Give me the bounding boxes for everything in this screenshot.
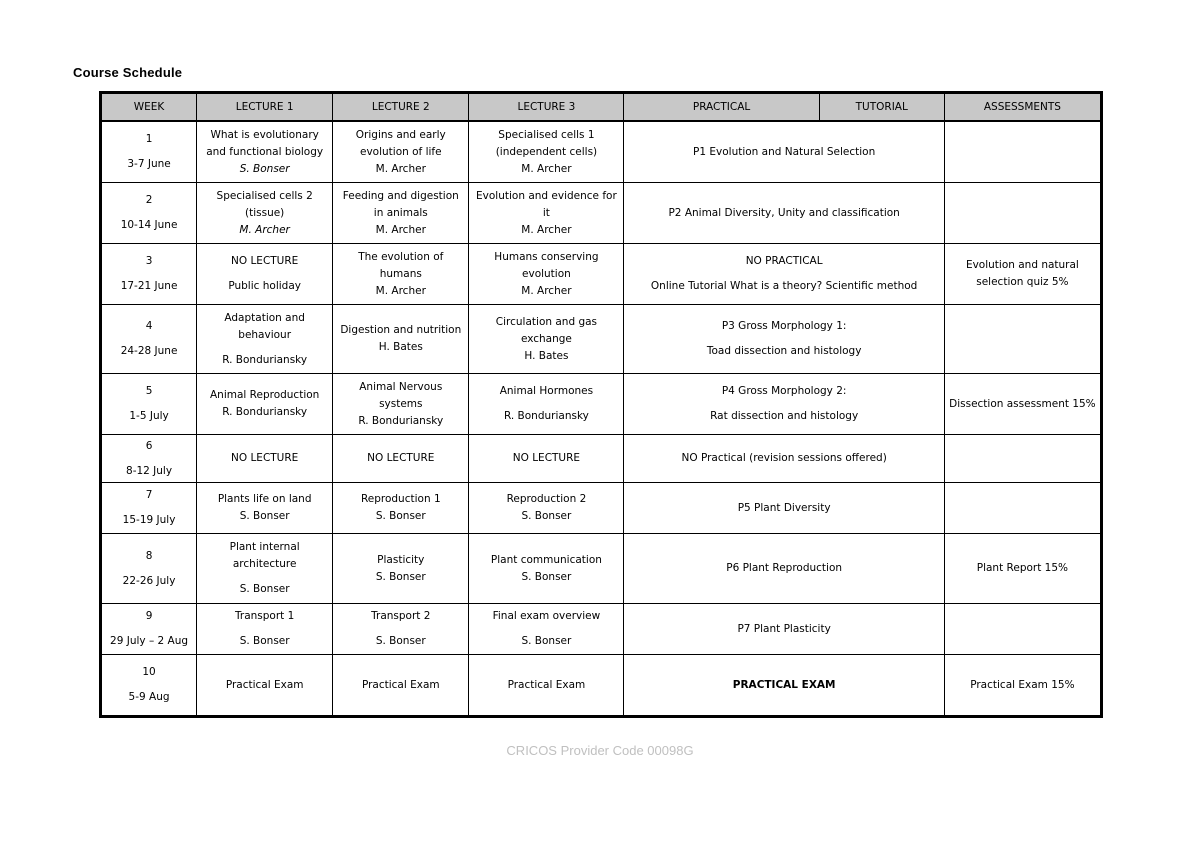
practical-title: PRACTICAL EXAM	[732, 678, 836, 691]
lecture-title: exchange	[520, 332, 572, 345]
week-dates: 5-9 Aug	[128, 691, 170, 703]
practical-cell	[624, 121, 944, 183]
week-number: 6	[145, 439, 153, 452]
lecture-1-cell	[197, 534, 333, 604]
lecture-title: evolution	[522, 267, 571, 280]
lecture-title: Plant communication	[490, 553, 602, 566]
practical-title: P4 Gross Morphology 2:	[721, 385, 847, 397]
week-dates: 15-19 July	[122, 514, 176, 526]
header-lecture-1: LECTURE 1	[197, 93, 333, 122]
lecture-title: (independent cells)	[495, 145, 598, 158]
lecture-title: Animal Hormones	[499, 385, 594, 397]
week-cell	[101, 244, 197, 305]
lecture-2-cell	[333, 534, 469, 604]
lecture-title: Animal Nervous	[359, 380, 443, 393]
practical-title: P5 Plant Diversity	[737, 501, 831, 514]
lecture-2-cell	[333, 305, 469, 374]
practical-cell	[624, 244, 944, 305]
practical-title: P7 Plant Plasticity	[737, 622, 831, 635]
week-dates: 24-28 June	[120, 345, 178, 357]
lecture-1-cell	[197, 435, 333, 483]
lecture-3-cell	[469, 604, 624, 655]
header-week: WEEK	[101, 93, 197, 122]
practical-cell	[624, 435, 944, 483]
lecturer-name: M. Archer	[239, 223, 290, 236]
table-row	[101, 183, 1102, 244]
lecture-title: NO LECTURE	[231, 255, 299, 267]
lecture-3-cell	[469, 374, 624, 435]
week-dates: 22-26 July	[122, 574, 176, 587]
lecturer-name: R. Bonduriansky	[358, 414, 444, 427]
assessment-cell: Evolution and natural selection quiz 5%	[944, 244, 1101, 305]
lecturer-name: S. Bonser	[239, 162, 290, 175]
lecturer-name: R. Bonduriansky	[222, 353, 308, 366]
week-dates: 8-12 July	[126, 464, 173, 477]
lecture-title: Specialised cells 1	[498, 128, 595, 141]
lecturer-name: H. Bates	[378, 341, 423, 353]
lecturer-name: S. Bonser	[375, 635, 426, 647]
week-dates: 29 July – 2 Aug	[110, 635, 189, 647]
assessment-cell	[944, 183, 1101, 244]
lecture-2-cell	[333, 655, 469, 717]
lecture-title: The evolution of	[358, 250, 444, 263]
lecture-title: Humans conserving	[494, 250, 599, 263]
week-dates: 1-5 July	[129, 410, 169, 422]
lecture-2-cell	[333, 121, 469, 183]
table-row	[101, 604, 1102, 655]
lecture-title: Digestion and nutrition	[340, 324, 462, 336]
lecture-title: Practical Exam	[225, 678, 304, 691]
lecture-title: (tissue)	[245, 206, 285, 219]
lecturer-name: S. Bonser	[521, 635, 572, 647]
lecture-title: Transport 2	[371, 610, 431, 622]
practical-note: Online Tutorial What is a theory? Scientific method	[650, 280, 918, 292]
practical-title: NO PRACTICAL	[745, 255, 823, 267]
lecture-1-cell	[197, 483, 333, 534]
week-number: 8	[145, 549, 153, 562]
header-lecture-2: LECTURE 2	[333, 93, 469, 122]
lecture-3-cell	[469, 483, 624, 534]
lecturer-name: M. Archer	[521, 223, 572, 236]
assessment-cell	[944, 121, 1101, 183]
lecture-title: behaviour	[238, 328, 292, 341]
lecture-2-cell	[333, 604, 469, 655]
week-cell	[101, 183, 197, 244]
lecture-title: Adaptation and	[224, 311, 305, 324]
lecture-1-cell	[197, 183, 333, 244]
table-row	[101, 374, 1102, 435]
lecture-title: evolution of life	[359, 145, 442, 158]
lecture-title: Practical Exam	[361, 678, 440, 691]
lecture-title: humans	[379, 267, 422, 280]
lecture-title: Reproduction 2	[506, 493, 587, 505]
lecture-2-cell	[333, 183, 469, 244]
lecture-2-cell	[333, 374, 469, 435]
lecture-3-cell	[469, 305, 624, 374]
lecture-2-cell	[333, 483, 469, 534]
practical-cell	[624, 483, 944, 534]
lecture-title: architecture	[232, 558, 297, 570]
assessment-cell	[944, 604, 1101, 655]
week-dates: 17-21 June	[120, 280, 178, 292]
practical-cell	[624, 183, 944, 244]
practical-cell	[624, 374, 944, 435]
week-number: 4	[145, 320, 153, 332]
assessment-cell	[944, 435, 1101, 483]
table-row	[101, 655, 1102, 717]
lecture-1-cell	[197, 305, 333, 374]
practical-note: Toad dissection and histology	[706, 345, 862, 357]
lecture-3-cell	[469, 121, 624, 183]
lecture-title: systems	[379, 397, 423, 410]
header-lecture-3: LECTURE 3	[469, 93, 624, 122]
table-row	[101, 483, 1102, 534]
lecture-3-cell	[469, 244, 624, 305]
week-number: 7	[145, 489, 153, 501]
lecture-title: and functional biology	[206, 145, 324, 158]
lecture-title: Specialised cells 2	[216, 189, 313, 202]
lecturer-name: S. Bonser	[239, 635, 290, 647]
week-cell	[101, 604, 197, 655]
lecture-title: Plant internal	[229, 541, 300, 553]
lecture-title: NO LECTURE	[512, 452, 581, 464]
lecture-title: Plasticity	[377, 553, 425, 566]
lecture-title: Circulation and gas	[495, 315, 598, 328]
lecture-1-cell	[197, 655, 333, 717]
header-practical: PRACTICAL	[624, 93, 819, 122]
practical-title: P3 Gross Morphology 1:	[721, 320, 847, 332]
table-row	[101, 121, 1102, 183]
lecture-title: NO LECTURE	[231, 452, 299, 464]
lecture-title: Evolution and evidence for	[476, 189, 617, 202]
week-number: 2	[145, 194, 153, 206]
lecture-3-cell	[469, 655, 624, 717]
lecturer-name: H. Bates	[524, 349, 569, 362]
lecturer-name: M. Archer	[521, 162, 572, 175]
lecturer-name: S. Bonser	[375, 510, 426, 522]
provider-code-footer: CRICOS Provider Code 00098G	[506, 743, 694, 758]
lecture-title: NO LECTURE	[367, 452, 435, 464]
page-title: Course Schedule	[73, 65, 183, 80]
header-tutorial: TUTORIAL	[819, 93, 944, 122]
lecture-3-cell	[469, 183, 624, 244]
lecture-title: Origins and early	[355, 128, 446, 141]
week-number: 9	[145, 610, 153, 622]
lecturer-name: R. Bonduriansky	[222, 406, 308, 418]
table-row	[101, 534, 1102, 604]
assessment-cell: Practical Exam 15%	[944, 655, 1101, 717]
practical-note: Rat dissection and histology	[710, 410, 859, 422]
lecturer-name: S. Bonser	[375, 570, 426, 583]
assessment-cell: Plant Report 15%	[944, 534, 1101, 604]
lecture-3-cell	[469, 534, 624, 604]
lecture-1-cell	[197, 604, 333, 655]
week-cell	[101, 534, 197, 604]
week-number: 10	[142, 666, 156, 678]
lecturer-name: S. Bonser	[239, 510, 290, 522]
assessment-cell	[944, 305, 1101, 374]
week-cell	[101, 655, 197, 717]
lecture-title: Plants life on land	[217, 493, 312, 505]
lecturer-name: M. Archer	[375, 162, 426, 175]
table-header-row	[101, 93, 1102, 122]
lecturer-name: S. Bonser	[521, 570, 572, 583]
lecture-title: Feeding and digestion	[342, 189, 459, 202]
assessment-cell: Dissection assessment 15%	[944, 374, 1101, 435]
lecture-title: Transport 1	[235, 610, 295, 622]
lecture-title: in animals	[373, 206, 428, 219]
table-row	[101, 244, 1102, 305]
practical-title: P6 Plant Reproduction	[726, 562, 843, 574]
lecture-2-cell	[333, 244, 469, 305]
practical-title: P2 Animal Diversity, Unity and classification	[668, 206, 900, 219]
lecture-title: it	[542, 206, 550, 219]
lecturer-name: R. Bonduriansky	[503, 410, 589, 422]
lecturer-name: S. Bonser	[239, 583, 290, 595]
lecture-title: Animal Reproduction	[209, 389, 320, 401]
lecture-note: Public holiday	[228, 280, 301, 292]
practical-cell	[624, 655, 944, 717]
week-dates: 10-14 June	[120, 219, 178, 231]
course-schedule-table	[99, 91, 1103, 718]
lecture-title: Practical Exam	[507, 678, 586, 691]
lecturer-name: M. Archer	[521, 284, 572, 297]
week-cell	[101, 121, 197, 183]
table-row	[101, 435, 1102, 483]
lecture-2-cell	[333, 435, 469, 483]
week-dates: 3-7 June	[127, 158, 171, 170]
week-number: 3	[145, 255, 153, 267]
week-cell	[101, 374, 197, 435]
week-cell	[101, 483, 197, 534]
header-assessments: ASSESSMENTS	[944, 93, 1101, 122]
practical-title: NO Practical (revision sessions offered)	[681, 452, 887, 464]
table-row	[101, 305, 1102, 374]
lecturer-name: M. Archer	[375, 223, 426, 236]
practical-title: P1 Evolution and Natural Selection	[693, 145, 876, 158]
practical-cell	[624, 534, 944, 604]
practical-cell	[624, 604, 944, 655]
lecturer-name: M. Archer	[375, 284, 426, 297]
lecture-1-cell	[197, 121, 333, 183]
week-cell	[101, 305, 197, 374]
lecture-3-cell	[469, 435, 624, 483]
lecture-1-cell	[197, 244, 333, 305]
lecture-title: Reproduction 1	[360, 493, 441, 505]
assessment-cell	[944, 483, 1101, 534]
practical-cell	[624, 305, 944, 374]
week-cell	[101, 435, 197, 483]
lecture-title: What is evolutionary	[210, 128, 319, 141]
week-number: 1	[145, 133, 153, 145]
lecturer-name: S. Bonser	[521, 510, 572, 522]
lecture-1-cell	[197, 374, 333, 435]
week-number: 5	[145, 385, 153, 397]
lecture-title: Final exam overview	[492, 610, 601, 622]
